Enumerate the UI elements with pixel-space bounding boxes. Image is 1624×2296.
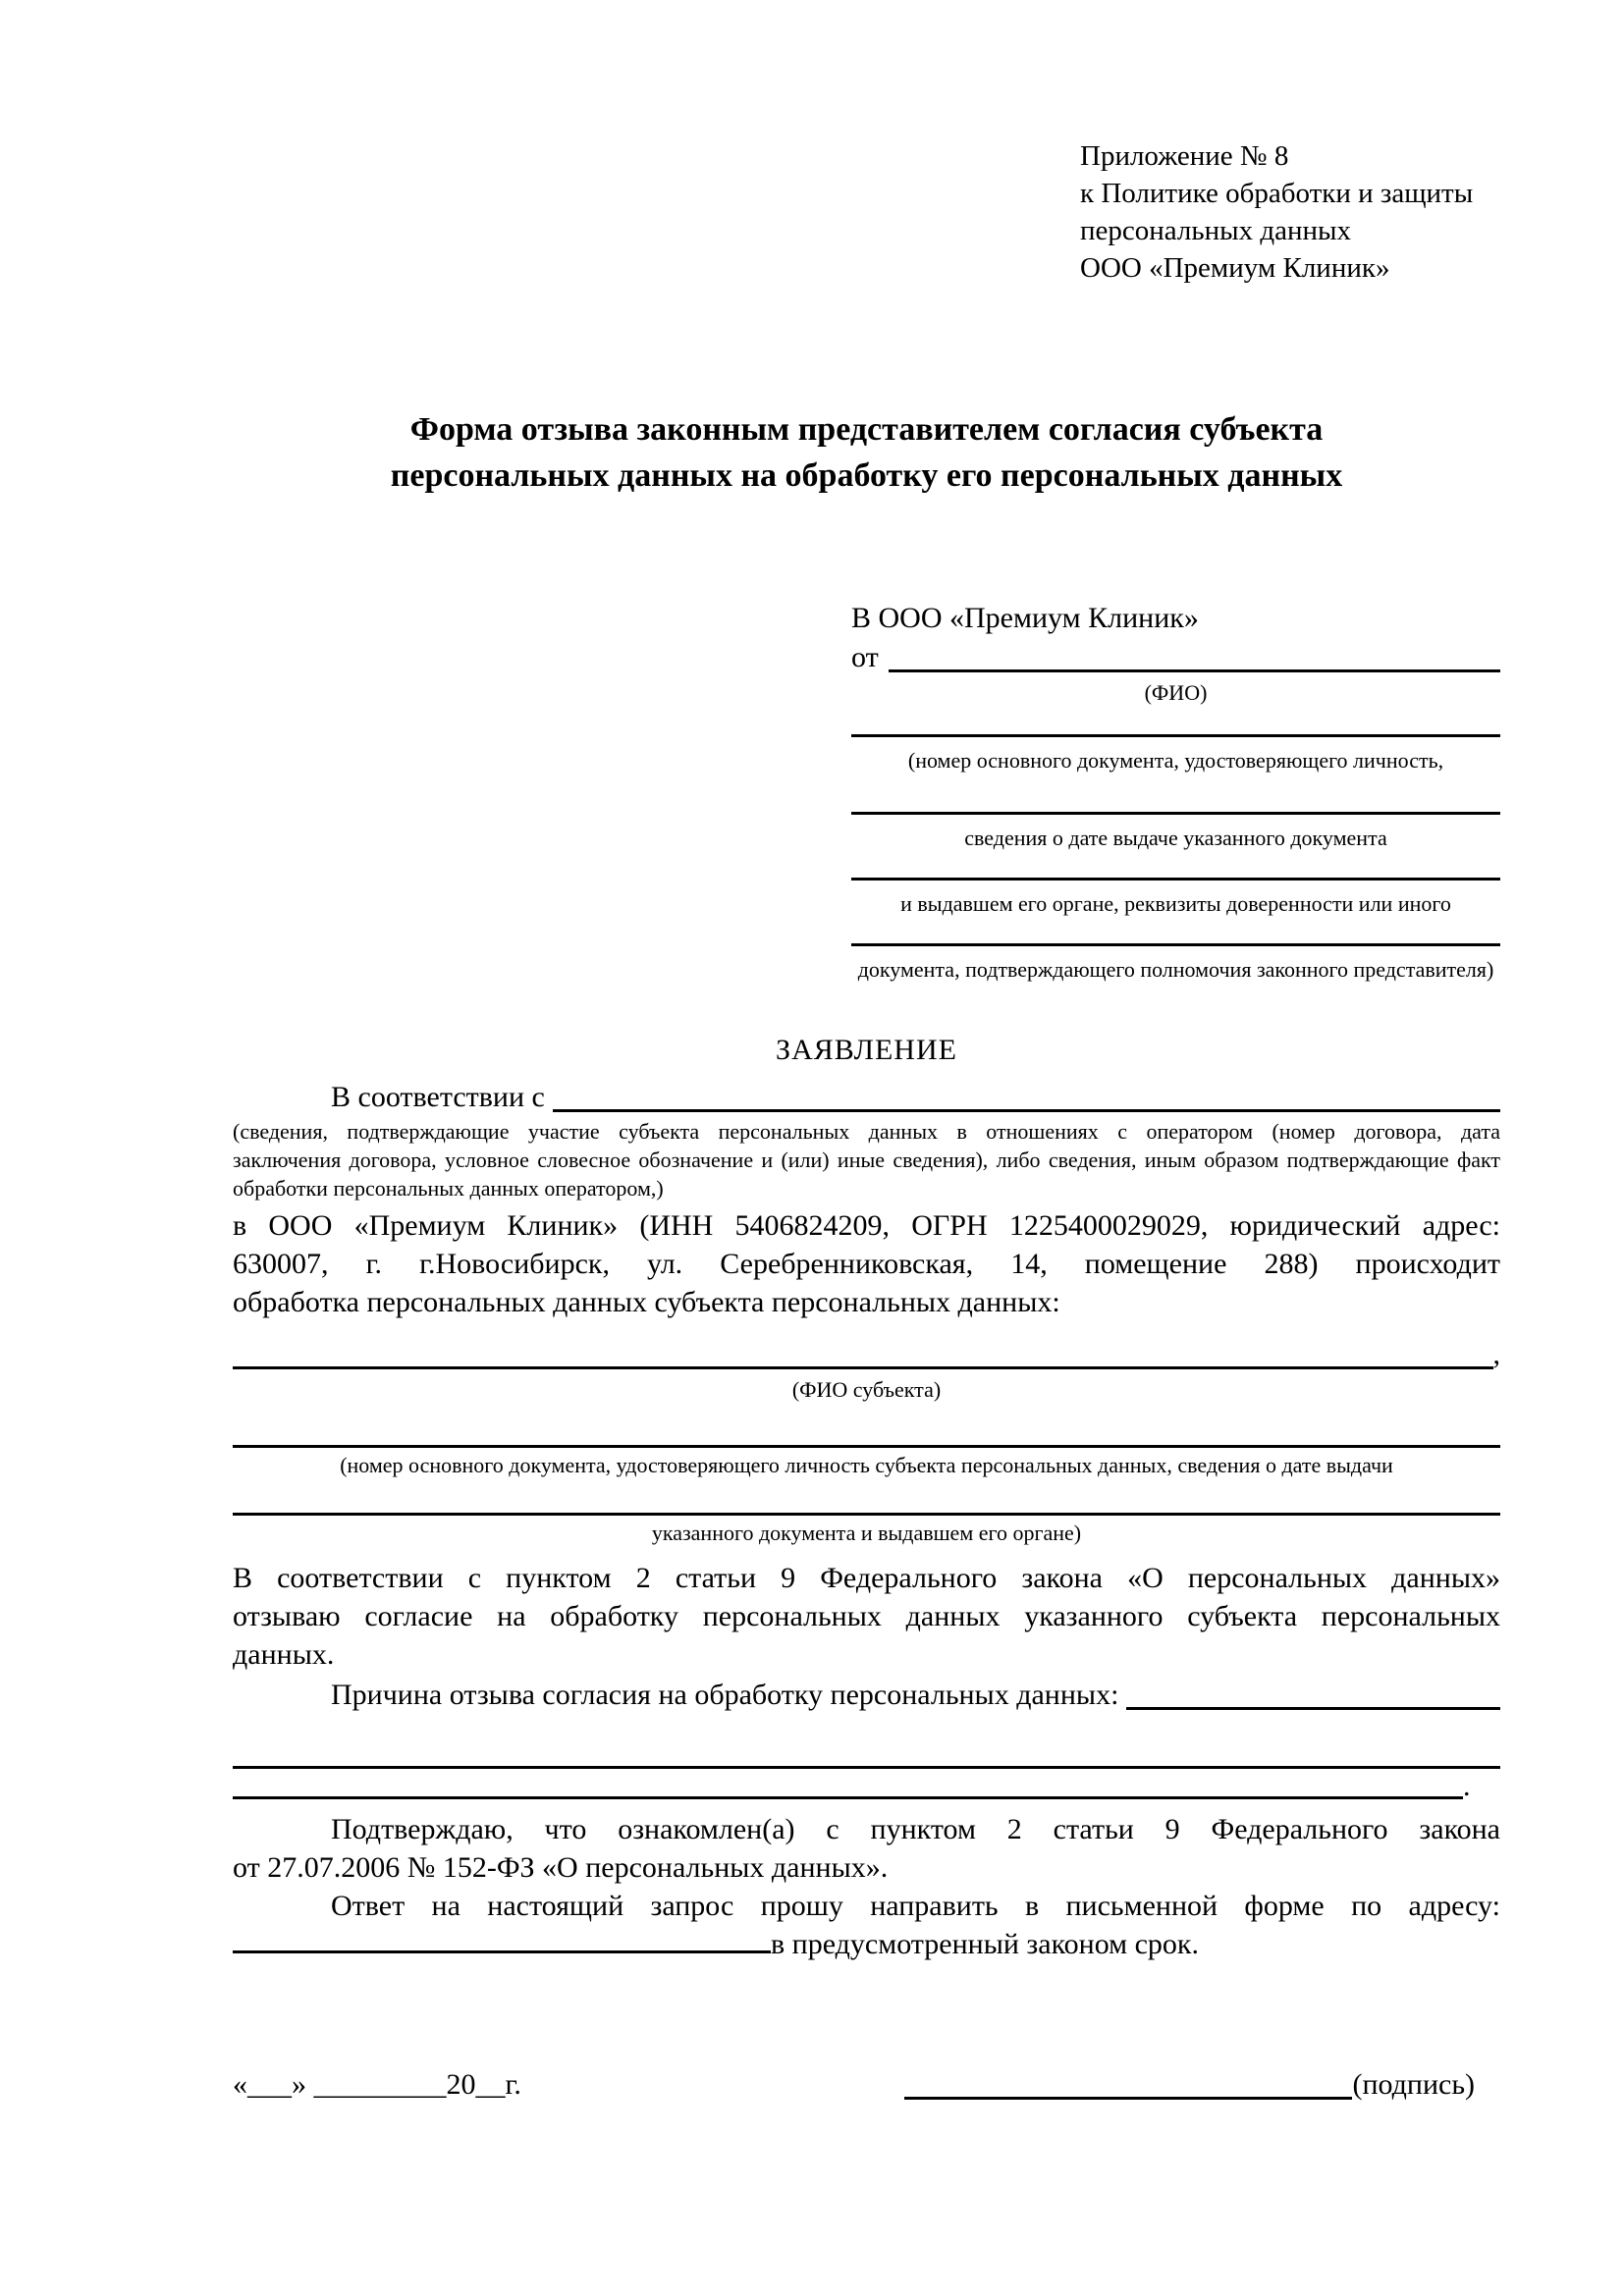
confirmation-paragraph — [233, 1810, 1500, 1887]
subject-fio-blank-line — [233, 1366, 1493, 1369]
confirmation-line: Подтверждаю, что ознакомлен(а) с пунктом 2 статьи 9 Федерального закона — [331, 1813, 1500, 1845]
intro-note — [233, 1117, 1500, 1202]
answer-paragraph — [233, 1887, 1500, 1963]
signature-group — [904, 2065, 1475, 2105]
operator-paragraph-line: обработка персональных данных субъекта персональных данных: — [233, 1286, 1060, 1318]
answer-address-blank-line — [233, 1950, 771, 1953]
footer-row — [233, 2065, 1475, 2105]
subject-fio-caption: (ФИО субъекта) — [791, 1377, 942, 1402]
addressee-from-row — [851, 638, 1500, 677]
answer-line-2 — [233, 1925, 1500, 1963]
header-line: ООО «Премиум Клиник» — [1080, 252, 1390, 284]
authority-document-blank-line — [851, 943, 1500, 946]
intro-note-line: (сведения, подтверждающие участие субъекта персональных данных в отношениях с оператором (номер договора, дата — [233, 1119, 1500, 1144]
intro-prefix: В соответствии с — [331, 1081, 545, 1113]
statement-heading: ЗАЯВЛЕНИЕ — [776, 1034, 957, 1066]
reason-continuation-row-2 — [233, 1769, 1500, 1804]
issuing-authority-blank-line — [851, 878, 1500, 881]
operator-paragraph-line: в ООО «Премиум Клиник» (ИНН 5406824209, ОГРН 1225400029029, юридический адрес: — [233, 1209, 1500, 1242]
law-paragraph-line: данных. — [233, 1638, 335, 1671]
addressee-to: В ООО «Премиум Клиник» — [851, 602, 1199, 634]
subject-document-blank-line-2 — [233, 1513, 1500, 1516]
intro-row — [233, 1078, 1500, 1117]
trailing-period: . — [1463, 1770, 1471, 1802]
fio-blank-line — [889, 669, 1500, 672]
subject-document-caption: (номер основного документа, удостоверяющего личность субъекта персональных данных, сведения о дате выдачи — [340, 1453, 1393, 1477]
reason-blank-line — [1126, 1707, 1500, 1710]
basis-blank-line — [553, 1109, 1500, 1112]
confirmation-line: от 27.07.2006 № 152-ФЗ «О персональных данных». — [233, 1851, 889, 1884]
header-line: Приложение № 8 — [1080, 140, 1289, 172]
date-blank-text: «___» _________20__г. — [233, 2068, 521, 2101]
reason-prefix: Причина отзыва согласия на обработку персональных данных: — [331, 1679, 1119, 1711]
operator-paragraph — [233, 1206, 1500, 1321]
intro-note-line: заключения договора, условное словесное обозначение и (или) иные сведения), либо сведения, иным образом подтверждающие факт — [233, 1148, 1500, 1172]
page-title-line: персональных данных на обработку его персональных данных — [390, 457, 1343, 494]
subject-fio-row — [233, 1337, 1500, 1372]
fio-caption: (ФИО) — [1144, 680, 1208, 705]
subject-document-blank-line — [233, 1445, 1500, 1448]
page-title — [233, 406, 1500, 499]
intro-note-line: обработки персональных данных оператором,) — [233, 1176, 664, 1201]
header-line: персональных данных — [1080, 215, 1352, 246]
blank-line-caption: и выдавшем его органе, реквизиты доверенности или иного — [900, 891, 1451, 916]
law-paragraph-line: В соответствии с пунктом 2 статьи 9 Федерального закона «О персональных данных» — [233, 1562, 1500, 1594]
operator-paragraph-line: 630007, г. г.Новосибирск, ул. Серебренниковская, 14, помещение 288) происходит — [233, 1248, 1500, 1280]
subject-fio-trailing-comma: , — [1492, 1338, 1500, 1370]
page-title-line: Форма отзыва законным представителем согласия субъекта — [409, 411, 1324, 448]
header-requisites — [1080, 137, 1500, 287]
addressee-from-label: от — [851, 641, 879, 673]
blank-line-caption: документа, подтверждающего полномочия законного представителя) — [857, 957, 1494, 982]
law-paragraph-line: отзываю согласие на обработку персональных данных указанного субъекта персональных — [233, 1600, 1500, 1632]
reason-continuation-blank-line-2 — [233, 1796, 1463, 1799]
signature-blank-line — [904, 2097, 1352, 2100]
issue-date-blank-line — [851, 812, 1500, 815]
law-paragraph — [233, 1559, 1500, 1674]
blank-line-caption: сведения о дате выдаче указанного документа — [964, 826, 1387, 850]
answer-line-1: Ответ на настоящий запрос прошу направить в письменной форме по адресу: — [331, 1890, 1500, 1922]
subject-document-caption-2: указанного документа и выдавшем его органе) — [651, 1521, 1082, 1545]
document-number-blank-line — [851, 734, 1500, 737]
answer-line-2-text: в предусмотренный законом срок. — [771, 1928, 1199, 1960]
header-line: к Политике обработки и защиты — [1080, 178, 1474, 209]
reason-row — [233, 1676, 1500, 1715]
blank-line-caption: (номер основного документа, удостоверяющего личность, — [907, 748, 1444, 773]
signature-caption: (подпись) — [1352, 2068, 1475, 2101]
addressee-block — [851, 599, 1500, 984]
